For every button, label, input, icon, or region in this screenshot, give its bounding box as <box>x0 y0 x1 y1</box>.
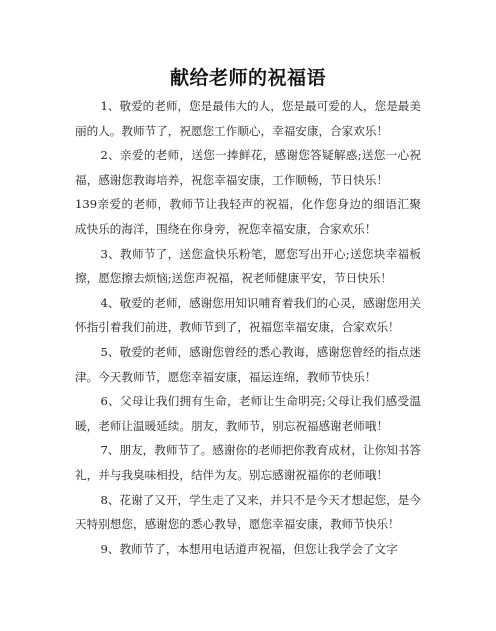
paragraph-9: 9、教师节了，本想用电话道声祝福，但您让我学会了文字 <box>100 541 398 556</box>
paragraph-8: 8、花谢了又开，学生走了又来，并只不是今天才想起您，是今天特别想您，感谢您的悉心教导，愿您幸福安康，教师节快乐！ <box>75 492 421 532</box>
paragraph-1: 1、敬爱的老师，您是最伟大的人，您是最可爱的人，您是最美丽的人。教师节了，祝愿您工作顺心，幸福安康，合家欢乐！ <box>75 99 421 138</box>
paragraph-6: 6、父母让我们拥有生命，老师让生命明亮;父母让我们感受温暖，老师让温暖延续。朋友，教师节，别忘祝福感谢老师哦！ <box>75 394 421 433</box>
document-body <box>75 94 421 561</box>
document-title: 献给老师的祝福语 <box>169 67 326 89</box>
paragraph-5: 5、敬爱的老师，感谢您曾经的悉心教诲，感谢您曾经的指点迷津。今天教师节，愿您幸福安康，福运连绵，教师节快乐！ <box>75 344 421 384</box>
paragraph-2: 2、亲爱的老师，送您一捧鲜花，感谢您答疑解惑;送您一心祝福，感谢您教诲培养，祝您幸福安康，工作顺畅，节日快乐！ <box>75 148 421 187</box>
paragraph-139: 139亲爱的老师，教师节让我轻声的祝福，化作您身边的细语汇聚成快乐的海洋，围绕在你身旁，祝您幸福安康，合家欢乐！ <box>75 197 421 236</box>
paragraph-3: 3、教师节了，送您盒快乐粉笔，愿您写出开心;送您块幸福板擦，愿您擦去烦恼;送您声祝福，祝老师健康平安，节日快乐！ <box>75 246 421 286</box>
paragraph-7: 7、朋友，教师节了。感谢你的老师把你教育成材，让你知书答礼，并与我臭味相投，结伴为友。别忘感谢祝福你的老师哦！ <box>75 443 421 482</box>
paragraph-4: 4、敬爱的老师，感谢您用知识哺育着我们的心灵，感谢您用关怀指引着我们前进，教师节到了，祝福您幸福安康，合家欢乐！ <box>75 295 421 335</box>
